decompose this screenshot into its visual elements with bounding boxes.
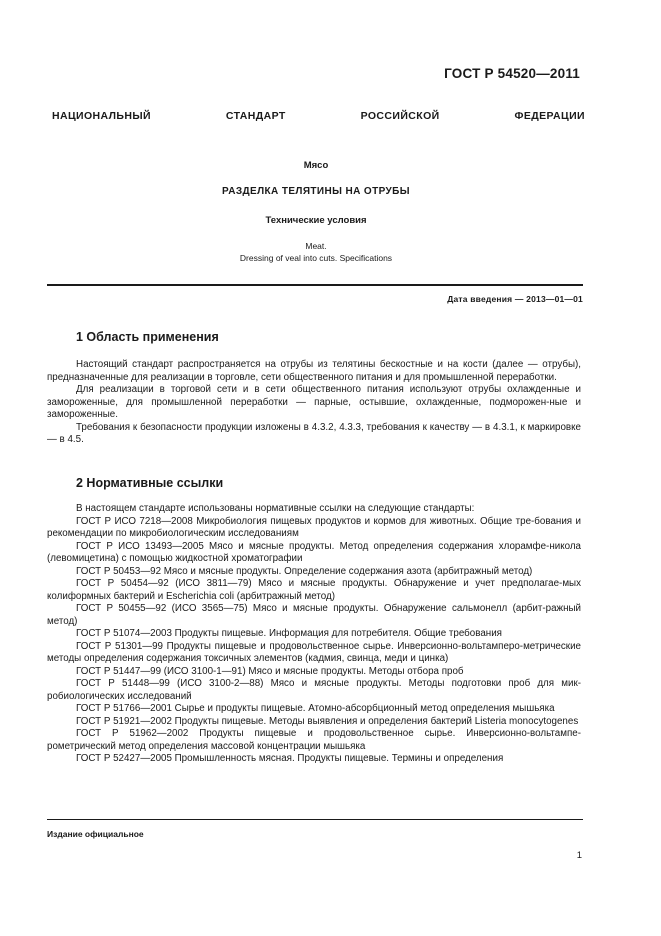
paragraph: В настоящем стандарте использованы нормативные ссылки на следующие стандарты:	[76, 503, 475, 514]
reference-item: ГОСТ Р ИСО 13493—2005 Мясо и мясные продукты. Метод определения содержания хлорамфе-никола (левомицетина) с помощью жидкостной хроматографии	[47, 540, 581, 564]
reference-item: ГОСТ Р 51074—2003 Продукты пищевые. Информация для потребителя. Общие требования	[76, 628, 502, 639]
reference-item: ГОСТ Р 50454—92 (ИСО 3811—79) Мясо и мясные продукты. Обнаружение и учет предполагае-мых колиформных бактерий и Escherichia coli (арбитражный метод)	[47, 578, 581, 602]
title-english-line1: Meat.	[305, 241, 327, 251]
reference-item: ГОСТ Р ИСО 7218—2008 Микробиология пищевых продуктов и кормов для животных. Общие тре-бования и рекомендации по микробиологическим исследованиям	[47, 515, 581, 539]
reference-item: ГОСТ Р 50455—92 (ИСО 3565—75) Мясо и мясные продукты. Обнаружение сальмонелл (арбит-ражный метод)	[47, 603, 581, 627]
reference-item: ГОСТ Р 50453—92 Мясо и мясные продукты. Определение содержания азота (арбитражный метод)	[76, 565, 533, 577]
bottom-divider	[47, 819, 583, 820]
reference-item: ГОСТ Р 52427—2005 Промышленность мясная. Продукты пищевые. Термины и определения	[76, 753, 504, 764]
paragraph: Для реализации в торговой сети и в сети общественного питания используют отрубы охлажденные и замороженные, для промышленной переработки — парные, остывшие, охлажденные, подморожен-ные и замороженные.	[47, 384, 581, 420]
reference-item: ГОСТ Р 51766—2001 Сырье и продукты пищевые. Атомно-абсорбционный метод определения мышьяка	[76, 703, 555, 714]
paragraph: Требования к безопасности продукции изложены в 4.3.2, 4.3.3, требования к качеству — в 4.3.1, к маркировке — в 4.5.	[47, 421, 581, 445]
title-subtitle: РАЗДЕЛКА ТЕЛЯТИНЫ НА ОТРУБЫ	[222, 186, 410, 197]
section-2-heading: 2 Нормативные ссылки	[76, 476, 224, 490]
edition-label: Издание официальное	[47, 829, 144, 839]
reference-item: ГОСТ Р 51962—2002 Продукты пищевые и продовольственное сырье. Инверсионно-вольтампе-рометрический метод определения массовой концентрации мышьяка	[47, 728, 581, 752]
title-english-line2: Dressing of veal into cuts. Specifications	[239, 253, 393, 263]
reference-item: ГОСТ Р 51447—99 (ИСО 3100-1—91) Мясо и мясные продукты. Методы отбора проб	[76, 665, 464, 677]
effective-date: Дата введения — 2013—01—01	[447, 294, 583, 304]
document-code: ГОСТ Р 54520—2011	[444, 66, 580, 81]
title-main: Мясо	[303, 160, 329, 171]
section-2-body	[47, 503, 581, 766]
section-1-heading: 1 Область применения	[76, 330, 219, 344]
reference-item: ГОСТ Р 51448—99 (ИСО 3100-2—88) Мясо и мясные продукты. Методы подготовки проб для мик-робиологических исследований	[47, 678, 581, 702]
title-specification: Технические условия	[265, 215, 367, 226]
top-divider	[47, 284, 583, 286]
paragraph: Настоящий стандарт распространяется на отрубы из телятины бескостные и на кости (далее — отрубы), предназначенные для реализации в торговле, сети общественного питания и для промышленной переработки.	[47, 359, 581, 383]
page-number: 1	[576, 850, 582, 861]
reference-item: ГОСТ Р 51301—99 Продукты пищевые и продовольственное сырье. Инверсионно-вольтамперо-метрические методы определения содержания токсичных элементов (кадмия, свинца, меди и цинка)	[47, 640, 581, 664]
reference-item: ГОСТ Р 51921—2002 Продукты пищевые. Методы выявления и определения бактерий Listeria monocytogenes	[76, 715, 579, 727]
section-1-body	[47, 359, 581, 447]
national-standard-header: НАЦИОНАЛЬНЫЙ СТАНДАРТ РОССИЙСКОЙ ФЕДЕРАЦИИ	[52, 110, 585, 122]
